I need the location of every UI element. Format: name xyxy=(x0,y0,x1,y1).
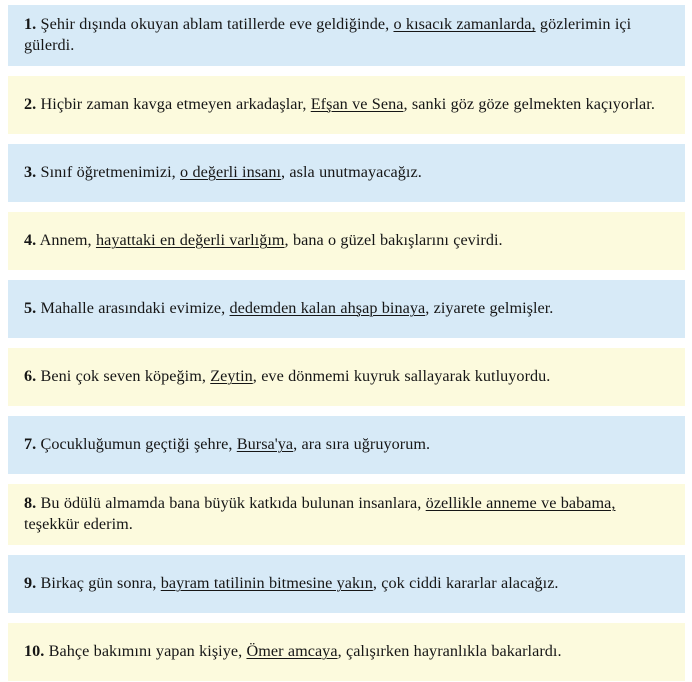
underlined-phrase[interactable]: Bursa'ya xyxy=(236,435,294,454)
sentence-text-before: Beni çok seven köpeğim, xyxy=(36,367,211,386)
sentence-text-after: , ara sıra uğruyorum. xyxy=(293,435,431,454)
sentence-text-after: , ziyarete gelmişler. xyxy=(425,299,554,318)
sentence-text xyxy=(24,14,671,57)
sentence-text-before: Annem, xyxy=(36,231,96,250)
sentence-text xyxy=(24,230,503,251)
sentence-box[interactable] xyxy=(8,212,685,270)
sentence-text-after: , çalışırken hayranlıkla bakarlardı. xyxy=(337,641,562,660)
sentence-text xyxy=(24,493,671,536)
underlined-phrase[interactable]: o değerli insanı xyxy=(180,163,282,182)
sentence-text-before: Çocukluğumun geçtiği şehre, xyxy=(36,435,237,454)
underlined-phrase[interactable]: hayattaki en değerli varlığım xyxy=(95,231,285,250)
sentence-text-before: Bu ödülü almamda bana büyük katkıda bulunan insanlara, xyxy=(36,493,426,512)
sentence-box[interactable] xyxy=(8,484,685,545)
underlined-phrase[interactable]: özellikle anneme ve babama, xyxy=(425,493,616,512)
sentence-text-before: Birkaç gün sonra, xyxy=(36,573,161,592)
sentence-text-after: gözlerimin içi gülerdi. xyxy=(24,15,632,55)
sentence-text xyxy=(24,94,655,115)
sentence-text xyxy=(24,641,562,662)
sentence-box[interactable] xyxy=(8,555,685,613)
sentence-text xyxy=(24,366,550,387)
sentence-text-before: Hiçbir zaman kavga etmeyen arkadaşlar, xyxy=(36,95,311,114)
sentence-number: 4. xyxy=(24,231,37,250)
sentence-box[interactable] xyxy=(8,623,685,681)
sentence-text xyxy=(24,298,553,319)
sentence-text-after: , çok ciddi kararlar alacağız. xyxy=(372,573,559,592)
sentence-number: 2. xyxy=(24,95,37,114)
sentence-number: 10. xyxy=(24,641,45,660)
sentence-number: 6. xyxy=(24,367,37,386)
sentence-text-before: Mahalle arasındaki evimize, xyxy=(36,299,230,318)
underlined-phrase[interactable]: dedemden kalan ahşap binaya xyxy=(229,299,426,318)
sentence-box[interactable] xyxy=(8,416,685,474)
sentence-text-after: teşekkür ederim. xyxy=(24,515,133,534)
sentence-text xyxy=(24,162,422,183)
sentence-text-before: Bahçe bakımını yapan kişiye, xyxy=(44,641,247,660)
underlined-phrase[interactable]: o kısacık zamanlarda, xyxy=(393,15,536,33)
sentence-text-after: , asla unutmayacağız. xyxy=(281,163,422,182)
sentence-box[interactable] xyxy=(8,144,685,202)
sentence-text-after: , sanki göz göze gelmekten kaçıyorlar. xyxy=(403,95,655,114)
sentence-text-before: Şehir dışında okuyan ablam tatillerde eve geldiğinde, xyxy=(36,15,394,33)
sentence-text xyxy=(24,573,559,594)
underlined-phrase[interactable]: bayram tatilinin bitmesine yakın xyxy=(160,573,373,592)
underlined-phrase[interactable]: Efşan ve Sena xyxy=(310,95,404,114)
sentence-box[interactable] xyxy=(8,76,685,134)
sentence-box[interactable] xyxy=(8,348,685,406)
sentence-box[interactable] xyxy=(8,280,685,338)
sentence-number: 3. xyxy=(24,163,37,182)
sentence-number: 1. xyxy=(24,15,37,33)
sentence-text-before: Sınıf öğretmenimizi, xyxy=(36,163,181,182)
sentence-text-after: , bana o güzel bakışlarını çevirdi. xyxy=(284,231,503,250)
sentence-number: 7. xyxy=(24,435,37,454)
sentence-number: 5. xyxy=(24,299,37,318)
sentence-number: 9. xyxy=(24,573,37,592)
sentence-box[interactable] xyxy=(8,5,685,66)
sentence-text-after: , eve dönmemi kuyruk sallayarak kutluyordu. xyxy=(252,367,551,386)
underlined-phrase[interactable]: Zeytin xyxy=(210,367,253,386)
sentence-text xyxy=(24,434,430,455)
sentence-number: 8. xyxy=(24,493,37,512)
underlined-phrase[interactable]: Ömer amcaya xyxy=(246,641,338,660)
